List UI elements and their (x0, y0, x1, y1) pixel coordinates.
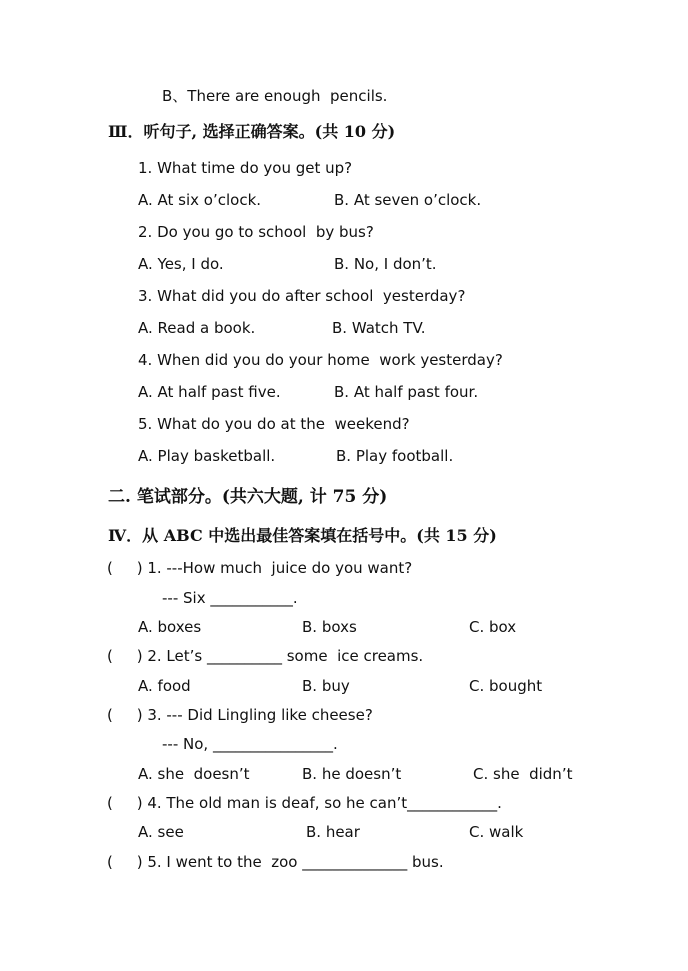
s3-q2-option-b: B. No, I don’t. (334, 255, 437, 273)
s3-q5-option-a: A. Play basketball. (138, 447, 276, 465)
s3-q5-option-b: B. Play football. (336, 447, 454, 465)
section-3-heading: Ⅲ．听句子, 选择正确答案。(共 10 分) (108, 122, 396, 141)
s4-item-1-option-a: A. boxes (138, 618, 202, 636)
s4-item-4-option-b: B. hear (306, 823, 360, 841)
s4-item-1-option-c: C. box (469, 618, 517, 636)
s4-item-3-stem: ( ) 3. --- Did Lingling like cheese? (107, 706, 373, 724)
s3-question-3: 3. What did you do after school yesterday? (138, 287, 466, 305)
s3-question-1: 1. What time do you get up? (138, 159, 353, 177)
s4-item-4-option-a: A. see (138, 823, 184, 841)
s4-item-3-answer-line: --- No, ________________. (162, 735, 338, 753)
part-2-heading: 二. 笔试部分。(共六大题, 计 75 分) (108, 487, 388, 507)
carry-over-option-b: B、There are enough pencils. (162, 87, 388, 105)
s3-q4-option-b: B. At half past four. (334, 383, 479, 401)
s3-q1-option-b: B. At seven o’clock. (334, 191, 482, 209)
s4-item-2-option-c: C. bought (469, 677, 543, 695)
s3-question-4: 4. When did you do your home work yesterday? (138, 351, 503, 369)
s4-item-1-answer-line: --- Six ___________. (162, 589, 298, 607)
s3-question-5: 5. What do you do at the weekend? (138, 415, 410, 433)
s3-q1-option-a: A. At six o’clock. (138, 191, 262, 209)
s3-q3-option-b: B. Watch TV. (332, 319, 426, 337)
s4-item-4-option-c: C. walk (469, 823, 524, 841)
s4-item-3-option-c: C. she didn’t (473, 765, 573, 783)
s4-item-2-option-a: A. food (138, 677, 191, 695)
s4-item-5-stem: ( ) 5. I went to the zoo ______________ bus. (107, 853, 444, 871)
s3-q4-option-a: A. At half past five. (138, 383, 281, 401)
s3-question-2: 2. Do you go to school by bus? (138, 223, 374, 241)
s4-item-3-option-b: B. he doesn’t (302, 765, 402, 783)
section-4-heading: Ⅳ．从 ABC 中选出最佳答案填在括号中。(共 15 分) (108, 526, 497, 545)
s4-item-2-option-b: B. buy (302, 677, 350, 695)
s4-item-2-stem: ( ) 2. Let’s __________ some ice creams. (107, 647, 424, 665)
s4-item-1-option-b: B. boxs (302, 618, 357, 636)
s4-item-1-stem: ( ) 1. ---How much juice do you want? (107, 559, 413, 577)
s4-item-3-option-a: A. she doesn’t (138, 765, 250, 783)
s4-item-4-stem: ( ) 4. The old man is deaf, so he can’t____________. (107, 794, 502, 812)
s3-q3-option-a: A. Read a book. (138, 319, 256, 337)
s3-q2-option-a: A. Yes, I do. (138, 255, 224, 273)
